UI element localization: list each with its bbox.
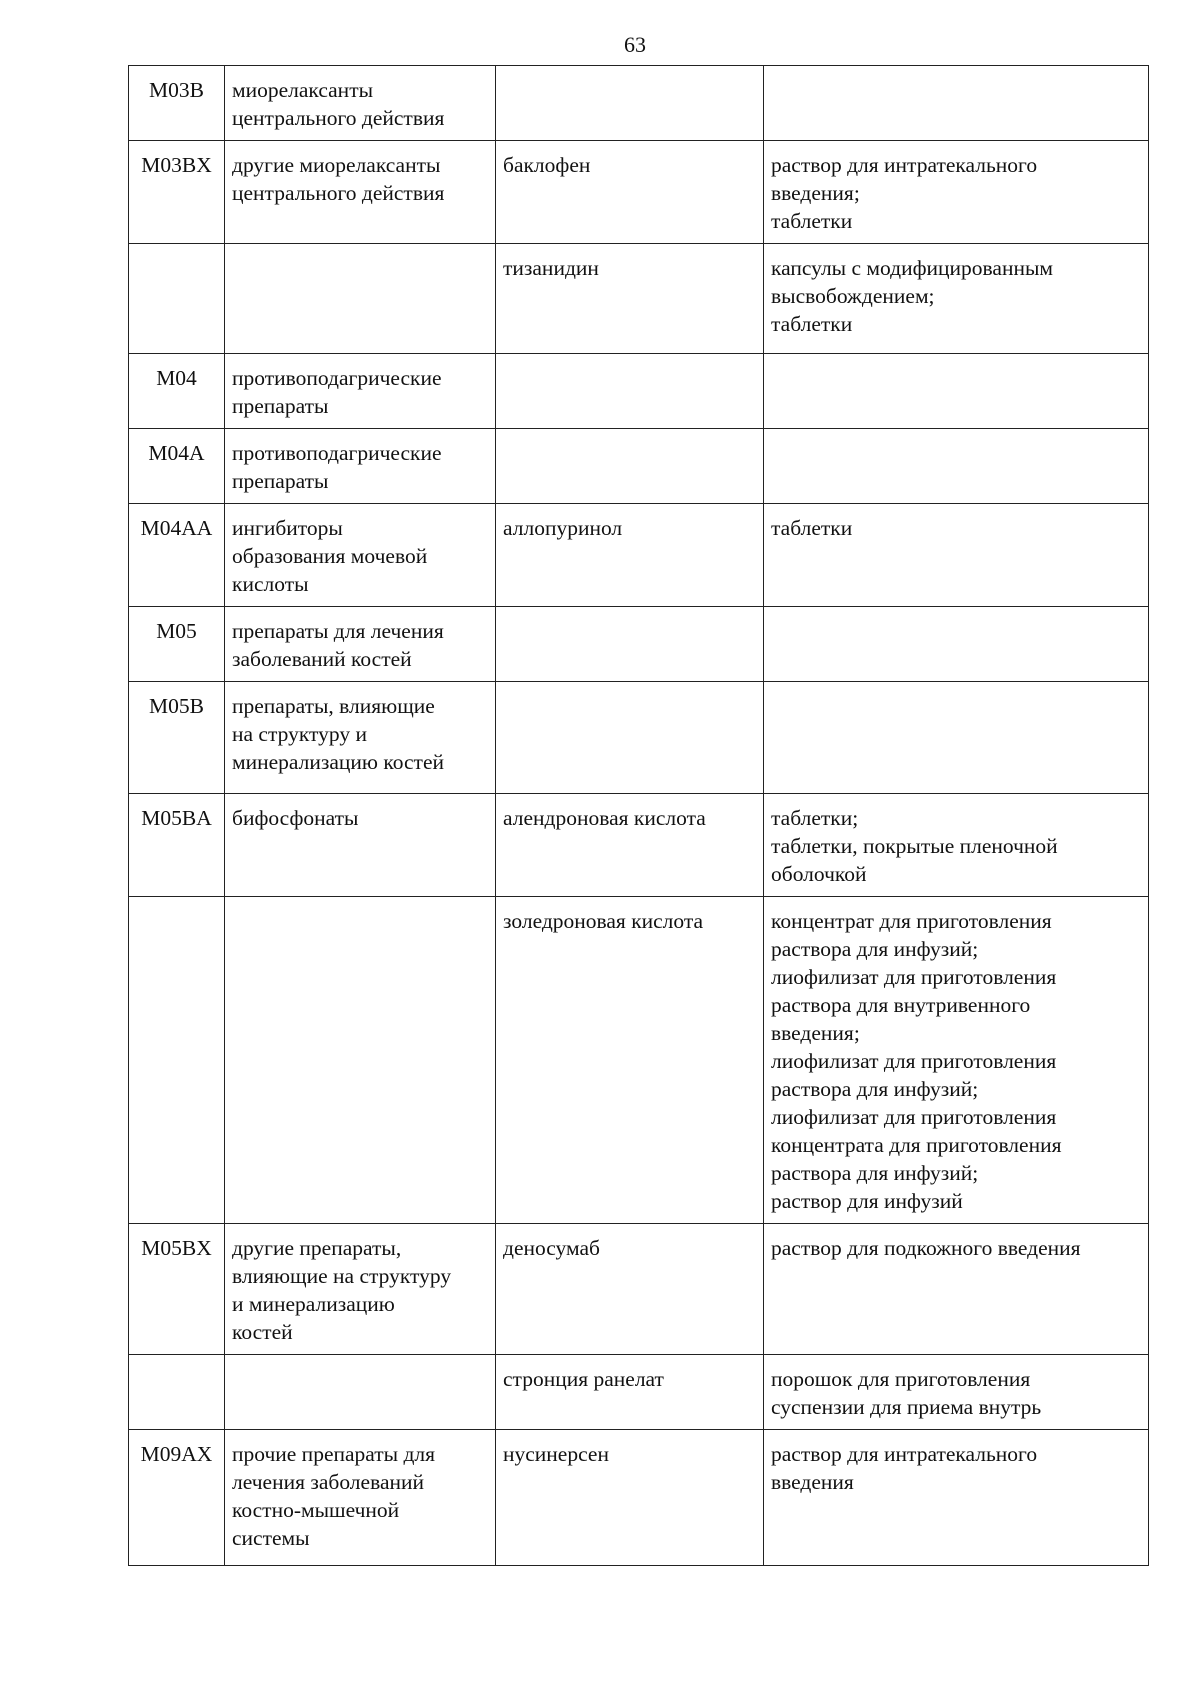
- dosage-form-line: раствор для интратекального: [771, 1442, 1038, 1466]
- atc-code-cell: M05BA: [129, 794, 225, 897]
- group-line: препараты для лечения: [232, 619, 444, 643]
- dosage-form-line: концентрата для приготовления: [771, 1133, 1062, 1157]
- dosage-form-line: введения;: [771, 1021, 860, 1045]
- group-cell: [225, 1224, 496, 1355]
- group-line: минерализацию костей: [232, 750, 444, 774]
- atc-code-cell: [129, 897, 225, 1224]
- group-line: препараты: [232, 394, 329, 418]
- table-row: [129, 244, 1149, 354]
- group-line: миорелаксанты: [232, 78, 374, 102]
- table-row: [129, 1224, 1149, 1355]
- group-line: влияющие на структуру: [232, 1264, 452, 1288]
- drug-name-line: нусинерсен: [503, 1442, 609, 1466]
- dosage-form-line: раствора для внутривенного: [771, 993, 1031, 1017]
- dosage-form-line: таблетки: [771, 516, 853, 540]
- table-row: [129, 429, 1149, 504]
- group-line: костей: [232, 1320, 293, 1344]
- dosage-form-line: введения: [771, 1470, 854, 1494]
- dosage-form-line: раствор для инфузий: [771, 1189, 963, 1213]
- group-line: заболеваний костей: [232, 647, 412, 671]
- group-cell: [225, 1430, 496, 1566]
- atc-code-cell: M05: [129, 607, 225, 682]
- drug-name-cell: [496, 607, 764, 682]
- group-cell: [225, 429, 496, 504]
- group-cell: [225, 897, 496, 1224]
- drug-name-cell: [496, 1355, 764, 1430]
- atc-code-cell: [129, 1355, 225, 1430]
- group-line: лечения заболеваний: [232, 1470, 425, 1494]
- table-row: [129, 1355, 1149, 1430]
- drug-name-line: аллопуринол: [503, 516, 623, 540]
- drug-name-cell: [496, 504, 764, 607]
- drug-name-line: баклофен: [503, 153, 591, 177]
- dosage-form-line: лиофилизат для приготовления: [771, 1105, 1057, 1129]
- group-line: противоподагрические: [232, 366, 442, 390]
- drug-name-cell: [496, 682, 764, 794]
- group-line: прочие препараты для: [232, 1442, 436, 1466]
- group-line: препараты, влияющие: [232, 694, 435, 718]
- atc-code-cell: M05BX: [129, 1224, 225, 1355]
- dosage-form-cell: [764, 794, 1149, 897]
- dosage-form-line: лиофилизат для приготовления: [771, 1049, 1057, 1073]
- dosage-form-line: капсулы с модифицированным: [771, 256, 1054, 280]
- dosage-form-line: раствора для инфузий;: [771, 937, 979, 961]
- drug-name-cell: [496, 244, 764, 354]
- group-line: препараты: [232, 469, 329, 493]
- drug-name-line: стронция ранелат: [503, 1367, 664, 1391]
- dosage-form-line: таблетки, покрытые пленочной: [771, 834, 1058, 858]
- dosage-form-cell: [764, 682, 1149, 794]
- dosage-form-cell: [764, 897, 1149, 1224]
- table-row: [129, 141, 1149, 244]
- table-row: [129, 1430, 1149, 1566]
- atc-code-cell: M04A: [129, 429, 225, 504]
- table-body: [129, 66, 1149, 1566]
- dosage-form-line: суспензии для приема внутрь: [771, 1395, 1042, 1419]
- group-line: бифосфонаты: [232, 806, 359, 830]
- drug-name-line: тизанидин: [503, 256, 599, 280]
- group-cell: [225, 607, 496, 682]
- dosage-form-line: таблетки;: [771, 806, 859, 830]
- drug-name-cell: [496, 1224, 764, 1355]
- table-row: [129, 66, 1149, 141]
- drug-name-cell: [496, 66, 764, 141]
- group-line: кислоты: [232, 572, 309, 596]
- group-line: костно-мышечной: [232, 1498, 400, 1522]
- dosage-form-cell: [764, 141, 1149, 244]
- dosage-form-line: раствора для инфузий;: [771, 1161, 979, 1185]
- atc-code-cell: M03B: [129, 66, 225, 141]
- page-number: 63: [624, 32, 646, 57]
- group-cell: [225, 504, 496, 607]
- group-cell: [225, 794, 496, 897]
- group-cell: [225, 244, 496, 354]
- dosage-form-line: раствор для подкожного введения: [771, 1236, 1081, 1260]
- drug-classification-table: [128, 65, 1149, 1566]
- table-row: [129, 607, 1149, 682]
- dosage-form-line: раствора для инфузий;: [771, 1077, 979, 1101]
- dosage-form-cell: [764, 1224, 1149, 1355]
- group-line: центрального действия: [232, 106, 445, 130]
- group-line: центрального действия: [232, 181, 445, 205]
- atc-code-cell: M04: [129, 354, 225, 429]
- group-line: противоподагрические: [232, 441, 442, 465]
- drug-name-cell: [496, 1430, 764, 1566]
- dosage-form-cell: [764, 607, 1149, 682]
- group-cell: [225, 1355, 496, 1430]
- dosage-form-line: порошок для приготовления: [771, 1367, 1031, 1391]
- drug-name-cell: [496, 354, 764, 429]
- drug-name-line: алендроновая кислота: [503, 806, 706, 830]
- group-line: и минерализацию: [232, 1292, 395, 1316]
- atc-code-cell: M09AX: [129, 1430, 225, 1566]
- drug-name-cell: [496, 897, 764, 1224]
- drug-name-cell: [496, 141, 764, 244]
- group-line: другие препараты,: [232, 1236, 402, 1260]
- table-row: [129, 504, 1149, 607]
- table-row: [129, 897, 1149, 1224]
- group-line: ингибиторы: [232, 516, 343, 540]
- group-line: образования мочевой: [232, 544, 428, 568]
- atc-code-cell: M03BX: [129, 141, 225, 244]
- dosage-form-cell: [764, 1430, 1149, 1566]
- group-cell: [225, 682, 496, 794]
- group-line: на структуру и: [232, 722, 367, 746]
- dosage-form-cell: [764, 429, 1149, 504]
- dosage-form-line: раствор для интратекального: [771, 153, 1038, 177]
- drug-name-cell: [496, 429, 764, 504]
- group-cell: [225, 354, 496, 429]
- table-row: [129, 794, 1149, 897]
- dosage-form-line: введения;: [771, 181, 860, 205]
- dosage-form-cell: [764, 1355, 1149, 1430]
- group-cell: [225, 141, 496, 244]
- dosage-form-line: оболочкой: [771, 862, 867, 886]
- atc-code-cell: M04AA: [129, 504, 225, 607]
- drug-name-line: золедроновая кислота: [503, 909, 704, 933]
- dosage-form-cell: [764, 244, 1149, 354]
- group-line: системы: [232, 1526, 310, 1550]
- atc-code-cell: [129, 244, 225, 354]
- dosage-form-line: таблетки: [771, 312, 853, 336]
- table-row: [129, 682, 1149, 794]
- dosage-form-line: таблетки: [771, 209, 853, 233]
- dosage-form-cell: [764, 504, 1149, 607]
- group-cell: [225, 66, 496, 141]
- dosage-form-cell: [764, 66, 1149, 141]
- dosage-form-cell: [764, 354, 1149, 429]
- group-line: другие миорелаксанты: [232, 153, 441, 177]
- dosage-form-line: высвобождением;: [771, 284, 935, 308]
- drug-name-cell: [496, 794, 764, 897]
- drug-name-line: деносумаб: [503, 1236, 600, 1260]
- table-row: [129, 354, 1149, 429]
- dosage-form-line: лиофилизат для приготовления: [771, 965, 1057, 989]
- atc-code-cell: M05B: [129, 682, 225, 794]
- dosage-form-line: концентрат для приготовления: [771, 909, 1052, 933]
